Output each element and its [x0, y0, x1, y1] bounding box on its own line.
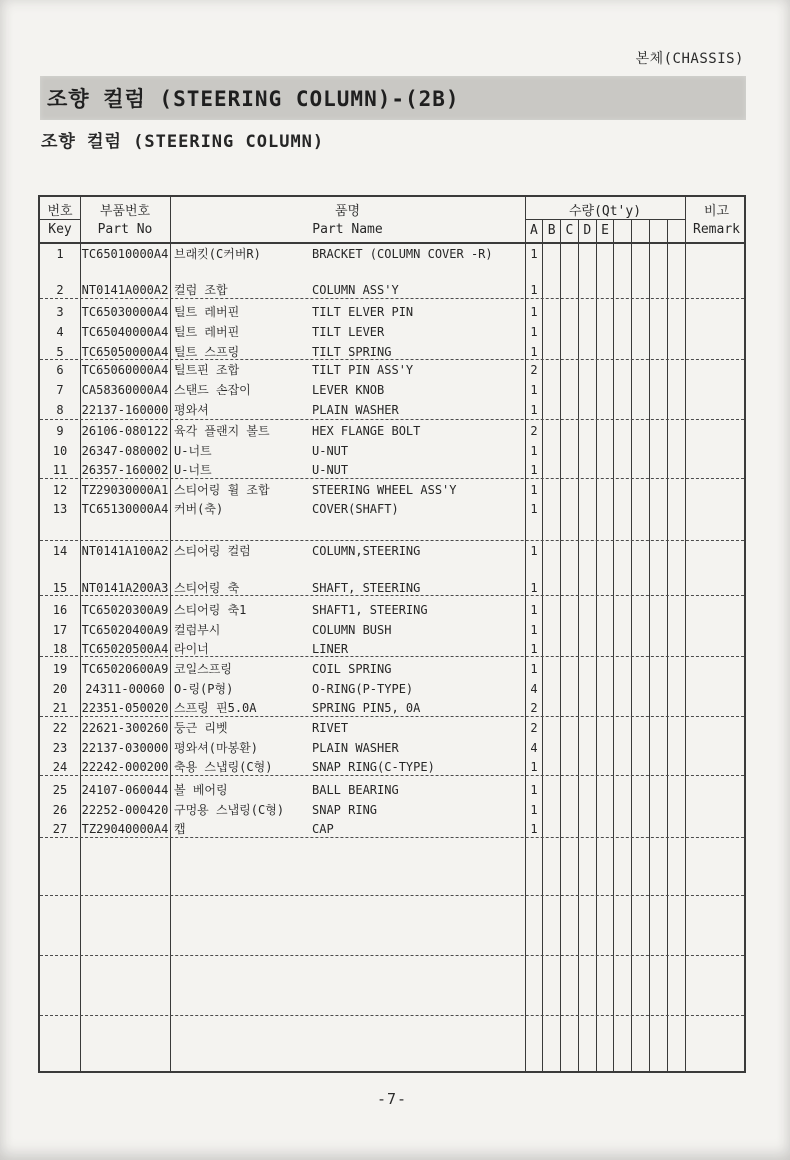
- row-qty-a: 1: [530, 603, 538, 617]
- table-row: [40, 323, 744, 341]
- row-qty-a: 1: [530, 581, 538, 595]
- row-key: 23: [52, 741, 68, 755]
- row-part-no: TZ29040000A4: [81, 822, 169, 836]
- row-name-en: TILT PIN ASS'Y: [312, 363, 414, 377]
- table-row: [40, 361, 744, 379]
- row-name-kr: 틸트 스프링: [174, 345, 240, 359]
- row-name-kr: 컬럼부시: [174, 623, 221, 637]
- row-name-en: COIL SPRING: [312, 662, 392, 676]
- row-part-no: TC65010000A4: [81, 247, 169, 261]
- row-key: 20: [52, 682, 68, 696]
- row-name-kr: 스티어링 축: [174, 581, 240, 595]
- row-qty-a: 4: [530, 682, 538, 696]
- row-key: 19: [52, 662, 68, 676]
- row-name-en: TILT ELVER PIN: [312, 305, 414, 319]
- row-key: 1: [56, 247, 64, 261]
- qty-subheader-cell: A: [529, 223, 538, 238]
- row-qty-a: 4: [530, 741, 538, 755]
- qty-subheader-cell: B: [547, 223, 556, 238]
- row-name-kr: 틸트 레버핀: [174, 325, 240, 339]
- row-name-en: BALL BEARING: [312, 783, 399, 797]
- row-name-en: COLUMN BUSH: [312, 623, 392, 637]
- table-row: [40, 601, 744, 619]
- row-part-no: TC65020500A4: [81, 642, 169, 656]
- table-row: [40, 542, 744, 560]
- row-part-no: TC65020600A9: [81, 662, 169, 676]
- row-separator-line: [40, 419, 744, 420]
- row-name-kr: 스프링 핀5.0A: [174, 701, 257, 715]
- row-part-no: TC65030000A4: [81, 305, 169, 319]
- row-name-en: SHAFT1, STEERING: [312, 603, 428, 617]
- table-row: [40, 801, 744, 819]
- row-key: 3: [56, 305, 64, 319]
- row-part-no: 22137-030000: [81, 741, 169, 755]
- row-part-no: 22621-300260: [81, 721, 169, 735]
- table-row: [40, 303, 744, 321]
- row-part-no: 26106-080122: [81, 424, 169, 438]
- row-name-kr: 볼 베어링: [174, 783, 228, 797]
- row-name-kr: U-너트: [174, 463, 212, 477]
- row-qty-a: 2: [530, 424, 538, 438]
- col-header-key-kr: 번호: [47, 204, 73, 219]
- row-name-kr: 축용 스냅링(C형): [174, 760, 273, 774]
- row-qty-a: 2: [530, 721, 538, 735]
- table-row: [40, 820, 744, 838]
- row-name-en: LEVER KNOB: [312, 383, 385, 397]
- row-qty-a: 1: [530, 283, 538, 297]
- table-row: [40, 422, 744, 440]
- row-key: 27: [52, 822, 68, 836]
- col-header-key-en: Key: [48, 222, 72, 237]
- row-name-en: SPRING PIN5, 0A: [312, 701, 421, 715]
- row-separator-line: [40, 540, 744, 541]
- row-qty-a: 1: [530, 305, 538, 319]
- row-separator-line: [40, 895, 744, 896]
- row-name-kr: 구멍용 스냅링(C형): [174, 803, 285, 817]
- row-qty-a: 1: [530, 662, 538, 676]
- table-row: [40, 699, 744, 717]
- table-row: [40, 781, 744, 799]
- row-part-no: CA58360000A4: [81, 383, 169, 397]
- row-name-kr: 스티어링 축1: [174, 603, 247, 617]
- row-qty-a: 1: [530, 642, 538, 656]
- table-row: [40, 481, 744, 499]
- row-part-no: 22351-050020: [81, 701, 169, 715]
- row-name-en: TILT LEVER: [312, 325, 385, 339]
- row-name-en: STEERING WHEEL ASS'Y: [312, 483, 457, 497]
- row-name-en: U-NUT: [312, 444, 349, 458]
- row-key: 16: [52, 603, 68, 617]
- row-part-no: TC65130000A4: [81, 502, 169, 516]
- row-key: 6: [56, 363, 64, 377]
- row-qty-a: 1: [530, 403, 538, 417]
- row-name-en: LINER: [312, 642, 349, 656]
- row-name-en: PLAIN WASHER: [312, 741, 399, 755]
- row-part-no: 24311-00060: [85, 682, 165, 696]
- table-row: [40, 719, 744, 737]
- row-name-en: CAP: [312, 822, 334, 836]
- section-title: 조향 컬럼 (STEERING COLUMN)-(2B): [47, 87, 460, 111]
- row-name-kr: 스티어링 컬럼: [174, 544, 251, 558]
- row-key: 7: [56, 383, 64, 397]
- table-row: [40, 680, 744, 698]
- row-name-kr: 평와셔: [174, 403, 209, 417]
- row-name-en: COLUMN ASS'Y: [312, 283, 399, 297]
- row-separator-line: [40, 955, 744, 956]
- row-qty-a: 1: [530, 803, 538, 817]
- row-key: 9: [56, 424, 64, 438]
- table-row: [40, 281, 744, 299]
- row-name-kr: 둥근 리벳: [174, 721, 228, 735]
- col-header-name-en: Part Name: [312, 222, 383, 237]
- row-qty-a: 1: [530, 623, 538, 637]
- page-subtitle: 조향 컬럼 (STEERING COLUMN): [41, 132, 325, 152]
- row-part-no: TC65050000A4: [81, 345, 169, 359]
- row-key: 11: [52, 463, 68, 477]
- row-name-en: TILT SPRING: [312, 345, 392, 359]
- row-qty-a: 1: [530, 483, 538, 497]
- row-name-kr: O-링(P형): [174, 682, 234, 696]
- row-name-kr: 스티어링 휠 조합: [174, 483, 270, 497]
- col-header-name-kr: 품명: [334, 204, 361, 219]
- row-name-kr: 컬럼 조합: [174, 283, 228, 297]
- row-part-no: NT0141A000A2: [81, 283, 169, 297]
- row-name-en: COLUMN,STEERING: [312, 544, 421, 558]
- table-row: [40, 245, 744, 263]
- row-name-kr: 스탠드 손잡이: [174, 383, 251, 397]
- row-key: 5: [56, 345, 64, 359]
- row-key: 13: [52, 502, 68, 516]
- row-key: 21: [52, 701, 68, 715]
- row-key: 15: [52, 581, 68, 595]
- section-title-bar: [40, 76, 746, 120]
- row-part-no: TZ29030000A1: [81, 483, 169, 497]
- row-name-kr: 라이너: [174, 642, 209, 656]
- row-part-no: 22242-000200: [81, 760, 169, 774]
- row-key: 10: [52, 444, 68, 458]
- row-qty-a: 1: [530, 345, 538, 359]
- table-row: [40, 579, 744, 597]
- parts-table-inner: [40, 197, 744, 1071]
- row-part-no: NT0141A100A2: [81, 544, 169, 558]
- row-key: 12: [52, 483, 68, 497]
- qty-subheader-cell: D: [583, 223, 592, 238]
- col-header-remark-en: Remark: [693, 222, 740, 237]
- qty-subheader-cell: C: [565, 223, 574, 238]
- col-header-partno-kr: 부품번호: [99, 204, 151, 219]
- row-qty-a: 1: [530, 822, 538, 836]
- table-row: [40, 461, 744, 479]
- table-row: [40, 442, 744, 460]
- page-number: -7-: [376, 1090, 408, 1108]
- row-part-no: NT0141A200A3: [81, 581, 169, 595]
- row-key: 8: [56, 403, 64, 417]
- row-name-en: SNAP RING(C-TYPE): [312, 760, 435, 774]
- table-row: [40, 758, 744, 776]
- row-name-en: BRACKET (COLUMN COVER -R): [312, 247, 493, 261]
- row-name-en: O-RING(P-TYPE): [312, 682, 414, 696]
- row-key: 4: [56, 325, 64, 339]
- row-key: 26: [52, 803, 68, 817]
- row-name-kr: U-너트: [174, 444, 212, 458]
- row-name-en: RIVET: [312, 721, 349, 735]
- row-name-kr: 평와셔(마봉환): [174, 741, 259, 755]
- row-qty-a: 1: [530, 783, 538, 797]
- row-part-no: 22137-160000: [81, 403, 169, 417]
- row-qty-a: 1: [530, 463, 538, 477]
- row-name-kr: 코일스프링: [174, 662, 232, 676]
- row-part-no: TC65060000A4: [81, 363, 169, 377]
- table-row: [40, 739, 744, 757]
- row-name-en: U-NUT: [312, 463, 349, 477]
- row-name-en: HEX FLANGE BOLT: [312, 424, 421, 438]
- parts-table: [38, 195, 746, 1073]
- table-row: [40, 621, 744, 639]
- row-part-no: 24107-060044: [81, 783, 169, 797]
- row-qty-a: 1: [530, 502, 538, 516]
- row-name-en: SHAFT, STEERING: [312, 581, 421, 595]
- row-qty-a: 1: [530, 544, 538, 558]
- row-key: 25: [52, 783, 68, 797]
- row-qty-a: 1: [530, 325, 538, 339]
- row-part-no: 26347-080002: [81, 444, 169, 458]
- qty-subheader-cell: E: [601, 223, 609, 238]
- row-part-no: TC65020300A9: [81, 603, 169, 617]
- row-name-en: COVER(SHAFT): [312, 502, 399, 516]
- row-name-kr: 틸트 레버핀: [174, 305, 240, 319]
- row-qty-a: 2: [530, 701, 538, 715]
- row-key: 22: [52, 721, 68, 735]
- table-row: [40, 640, 744, 658]
- col-header-qty-kr: 수량(Qt'y): [568, 204, 642, 219]
- row-key: 24: [52, 760, 68, 774]
- row-name-kr: 커버(축): [174, 502, 224, 516]
- row-key: 14: [52, 544, 68, 558]
- row-key: 2: [56, 283, 64, 297]
- row-part-no: TC65040000A4: [81, 325, 169, 339]
- table-row: [40, 500, 744, 518]
- table-body: [40, 197, 744, 1071]
- row-name-kr: 캡: [174, 822, 186, 836]
- row-name-kr: 브래킷(C커버R): [174, 247, 261, 261]
- row-qty-a: 1: [530, 444, 538, 458]
- row-part-no: 26357-160002: [81, 463, 169, 477]
- row-name-kr: 육각 플랜지 볼트: [174, 424, 270, 438]
- row-part-no: TC65020400A9: [81, 623, 169, 637]
- row-qty-a: 2: [530, 363, 538, 377]
- row-name-kr: 틸트핀 조합: [174, 363, 240, 377]
- chassis-corner-label: 본체(CHASSIS): [635, 51, 744, 67]
- row-part-no: 22252-000420: [81, 803, 169, 817]
- row-name-en: SNAP RING: [312, 803, 378, 817]
- row-key: 17: [52, 623, 68, 637]
- table-row: [40, 401, 744, 419]
- table-row: [40, 660, 744, 678]
- table-row: [40, 343, 744, 361]
- col-header-remark-kr: 비고: [703, 204, 730, 219]
- col-header-partno-en: Part No: [97, 222, 153, 237]
- row-key: 18: [52, 642, 68, 656]
- row-qty-a: 1: [530, 247, 538, 261]
- table-row: [40, 381, 744, 399]
- row-separator-line: [40, 1015, 744, 1016]
- row-name-en: PLAIN WASHER: [312, 403, 399, 417]
- row-qty-a: 1: [530, 760, 538, 774]
- row-qty-a: 1: [530, 383, 538, 397]
